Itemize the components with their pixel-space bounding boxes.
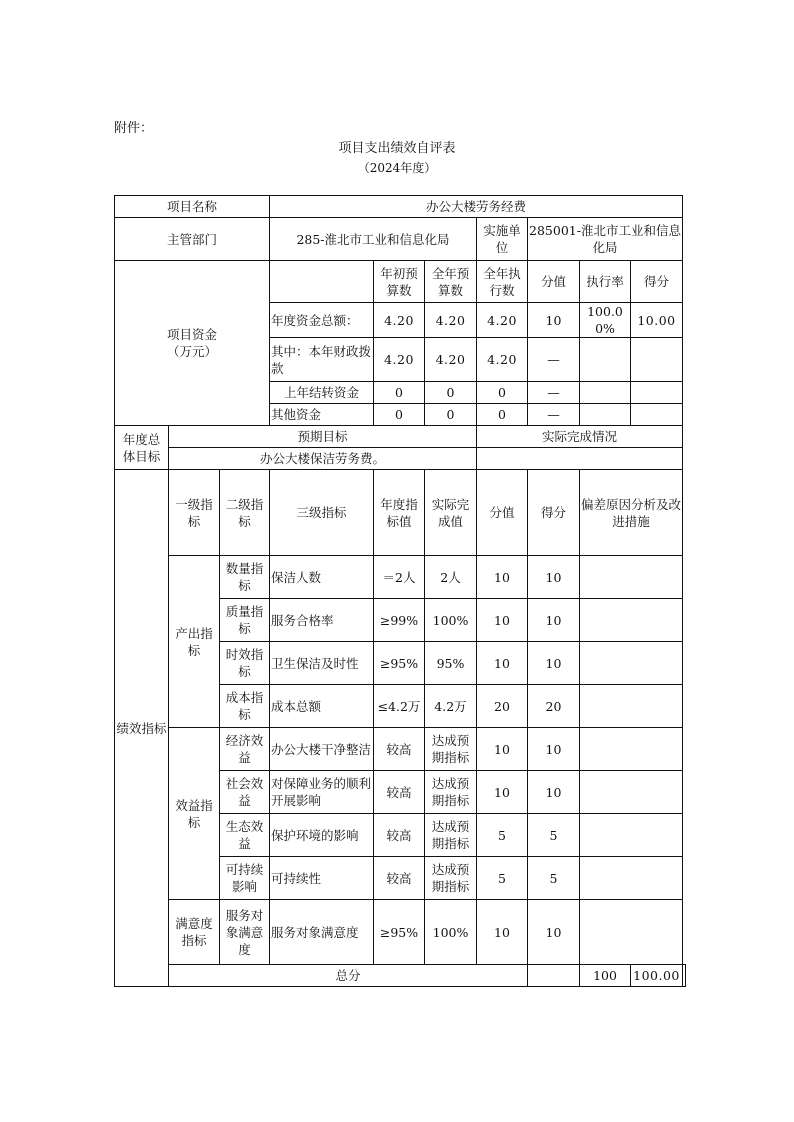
target-header: 年度指标值 [374, 470, 425, 556]
implementing-unit-value: 285001-淮北市工业和信息化局 [528, 218, 683, 261]
funds-row-name: 其他资金 [270, 404, 374, 426]
funds-row-initial: 0 [374, 382, 425, 404]
level2-header: 二级指标 [220, 470, 270, 556]
funds-row-rate: 100.00% [580, 303, 631, 338]
deviation-cell [580, 814, 683, 857]
actual-cell: 达成预期指标 [425, 857, 477, 900]
score-value-header: 分值 [477, 470, 528, 556]
indicator-row [115, 900, 686, 965]
funds-row-rate [580, 338, 631, 382]
department-label: 主管部门 [115, 218, 270, 261]
deviation-cell [580, 599, 683, 642]
goals-header-row [115, 426, 686, 448]
deviation-cell [580, 556, 683, 599]
funds-row-score-value: — [528, 404, 580, 426]
actual-cell: 达成预期指标 [425, 814, 477, 857]
level3-cell: 成本总额 [270, 685, 374, 728]
funds-row-name: 上年结转资金 [270, 382, 374, 404]
form-title: 项目支出绩效自评表 [338, 141, 456, 156]
level1-header: 一级指标 [169, 470, 220, 556]
score-cell: 20 [528, 685, 580, 728]
level3-cell: 保护环境的影响 [270, 814, 374, 857]
funds-row-rate [580, 404, 631, 426]
level3-cell: 服务合格率 [270, 599, 374, 642]
funds-header-executed: 全年执行数 [477, 261, 528, 303]
indicators-label: 绩效指标 [115, 470, 169, 987]
indicator-header-row [115, 470, 686, 556]
level1-satisfaction: 满意度指标 [169, 900, 220, 965]
total-deviation-blank [683, 965, 686, 987]
score-cell: 10 [528, 771, 580, 814]
target-cell: ≥99% [374, 599, 425, 642]
level3-cell: 保洁人数 [270, 556, 374, 599]
score-value-cell: 10 [477, 900, 528, 965]
funds-row-name: 其中：本年财政拨款 [270, 338, 374, 382]
score-value-cell: 10 [477, 728, 528, 771]
level2-cell: 生态效益 [220, 814, 270, 857]
funds-row-annual: 4.20 [425, 338, 477, 382]
funds-row-executed: 0 [477, 382, 528, 404]
actual-cell: 达成预期指标 [425, 728, 477, 771]
funds-label-line1: 项目资金 [166, 327, 217, 342]
level3-cell: 卫生保洁及时性 [270, 642, 374, 685]
funds-header-rate: 执行率 [580, 261, 631, 303]
target-cell: 较高 [374, 814, 425, 857]
attachment-label: 附件： [114, 121, 154, 136]
level2-cell: 服务对象满意度 [220, 900, 270, 965]
level2-cell: 质量指标 [220, 599, 270, 642]
funds-row-name: 年度资金总额： [270, 303, 374, 338]
deviation-cell [580, 857, 683, 900]
level1-output: 产出指标 [169, 556, 220, 728]
total-score-value: 100 [580, 965, 631, 987]
project-name-value: 办公大楼劳务经费 [270, 196, 683, 218]
total-label: 总分 [169, 965, 528, 987]
level1-benefit: 效益指标 [169, 728, 220, 900]
level3-cell: 服务对象满意度 [270, 900, 374, 965]
expected-goal-label: 预期目标 [169, 426, 477, 448]
level3-cell: 对保障业务的顺利开展影响 [270, 771, 374, 814]
actual-cell: 4.2万 [425, 685, 477, 728]
funds-row-initial: 0 [374, 404, 425, 426]
goals-value-row [115, 448, 686, 470]
deviation-cell [580, 642, 683, 685]
funds-header-row [115, 261, 686, 303]
deviation-cell [580, 685, 683, 728]
deviation-cell [580, 728, 683, 771]
level2-cell: 社会效益 [220, 771, 270, 814]
funds-row-annual: 0 [425, 382, 477, 404]
funds-row-score-value: 10 [528, 303, 580, 338]
score-value-cell: 10 [477, 771, 528, 814]
funds-label [115, 261, 270, 426]
funds-row-score: 10.00 [631, 303, 683, 338]
implementing-unit-label: 实施单位 [477, 218, 528, 261]
funds-row-executed: 4.20 [477, 303, 528, 338]
score-value-cell: 10 [477, 599, 528, 642]
expected-goal-value: 办公大楼保洁劳务费。 [169, 448, 477, 470]
department-value: 285-淮北市工业和信息化局 [270, 218, 477, 261]
score-cell: 5 [528, 814, 580, 857]
funds-row-initial: 4.20 [374, 338, 425, 382]
funds-label-line2: （万元） [166, 344, 217, 359]
funds-row-score-value: — [528, 382, 580, 404]
actual-cell: 2人 [425, 556, 477, 599]
funds-row-rate [580, 382, 631, 404]
funds-header-blank [270, 261, 374, 303]
goals-label-line2: 体目标 [122, 448, 161, 464]
target-cell: 较高 [374, 771, 425, 814]
funds-row-score [631, 404, 683, 426]
actual-header: 实际完成值 [425, 470, 477, 556]
funds-row-annual: 0 [425, 404, 477, 426]
total-row [115, 965, 686, 987]
evaluation-table [114, 195, 686, 987]
score-cell: 10 [528, 599, 580, 642]
deviation-cell [580, 900, 683, 965]
total-actual-blank [528, 965, 580, 987]
level2-cell: 经济效益 [220, 728, 270, 771]
level3-header: 三级指标 [270, 470, 374, 556]
funds-row-score-value: — [528, 338, 580, 382]
indicator-row [115, 556, 686, 599]
actual-completion-value [477, 448, 683, 470]
actual-cell: 95% [425, 642, 477, 685]
actual-cell: 达成预期指标 [425, 771, 477, 814]
target-cell: ＝2人 [374, 556, 425, 599]
target-cell: 较高 [374, 728, 425, 771]
level2-cell: 可持续影响 [220, 857, 270, 900]
project-name-label: 项目名称 [115, 196, 270, 218]
level3-cell: 办公大楼干净整洁 [270, 728, 374, 771]
project-name-row [115, 196, 686, 218]
score-cell: 10 [528, 728, 580, 771]
target-cell: 较高 [374, 857, 425, 900]
actual-cell: 100% [425, 900, 477, 965]
score-cell: 10 [528, 900, 580, 965]
deviation-cell [580, 771, 683, 814]
score-value-cell: 20 [477, 685, 528, 728]
funds-header-score-value: 分值 [528, 261, 580, 303]
target-cell: ≥95% [374, 642, 425, 685]
indicator-row [115, 728, 686, 771]
total-score: 100.00 [631, 965, 683, 987]
level2-cell: 数量指标 [220, 556, 270, 599]
level3-cell: 可持续性 [270, 857, 374, 900]
funds-row-initial: 4.20 [374, 303, 425, 338]
score-cell: 10 [528, 642, 580, 685]
level2-cell: 成本指标 [220, 685, 270, 728]
score-value-cell: 10 [477, 642, 528, 685]
target-cell: ≤4.2万 [374, 685, 425, 728]
department-row [115, 218, 686, 261]
goals-label-line1: 年度总 [122, 431, 161, 447]
funds-row-score [631, 382, 683, 404]
score-cell: 5 [528, 857, 580, 900]
funds-header-score: 得分 [631, 261, 683, 303]
form-year: （2024年度） [357, 161, 437, 175]
funds-row-score [631, 338, 683, 382]
actual-cell: 100% [425, 599, 477, 642]
funds-header-annual: 全年预算数 [425, 261, 477, 303]
score-value-cell: 5 [477, 814, 528, 857]
level2-cell: 时效指标 [220, 642, 270, 685]
target-cell: ≥95% [374, 900, 425, 965]
actual-completion-label: 实际完成情况 [477, 426, 683, 448]
score-cell: 10 [528, 556, 580, 599]
score-header: 得分 [528, 470, 580, 556]
score-value-cell: 10 [477, 556, 528, 599]
funds-header-initial: 年初预算数 [374, 261, 425, 303]
score-value-cell: 5 [477, 857, 528, 900]
funds-row-annual: 4.20 [425, 303, 477, 338]
funds-row-executed: 0 [477, 404, 528, 426]
goals-label [115, 426, 169, 470]
deviation-header: 偏差原因分析及改进措施 [580, 470, 683, 556]
funds-row-executed: 4.20 [477, 338, 528, 382]
